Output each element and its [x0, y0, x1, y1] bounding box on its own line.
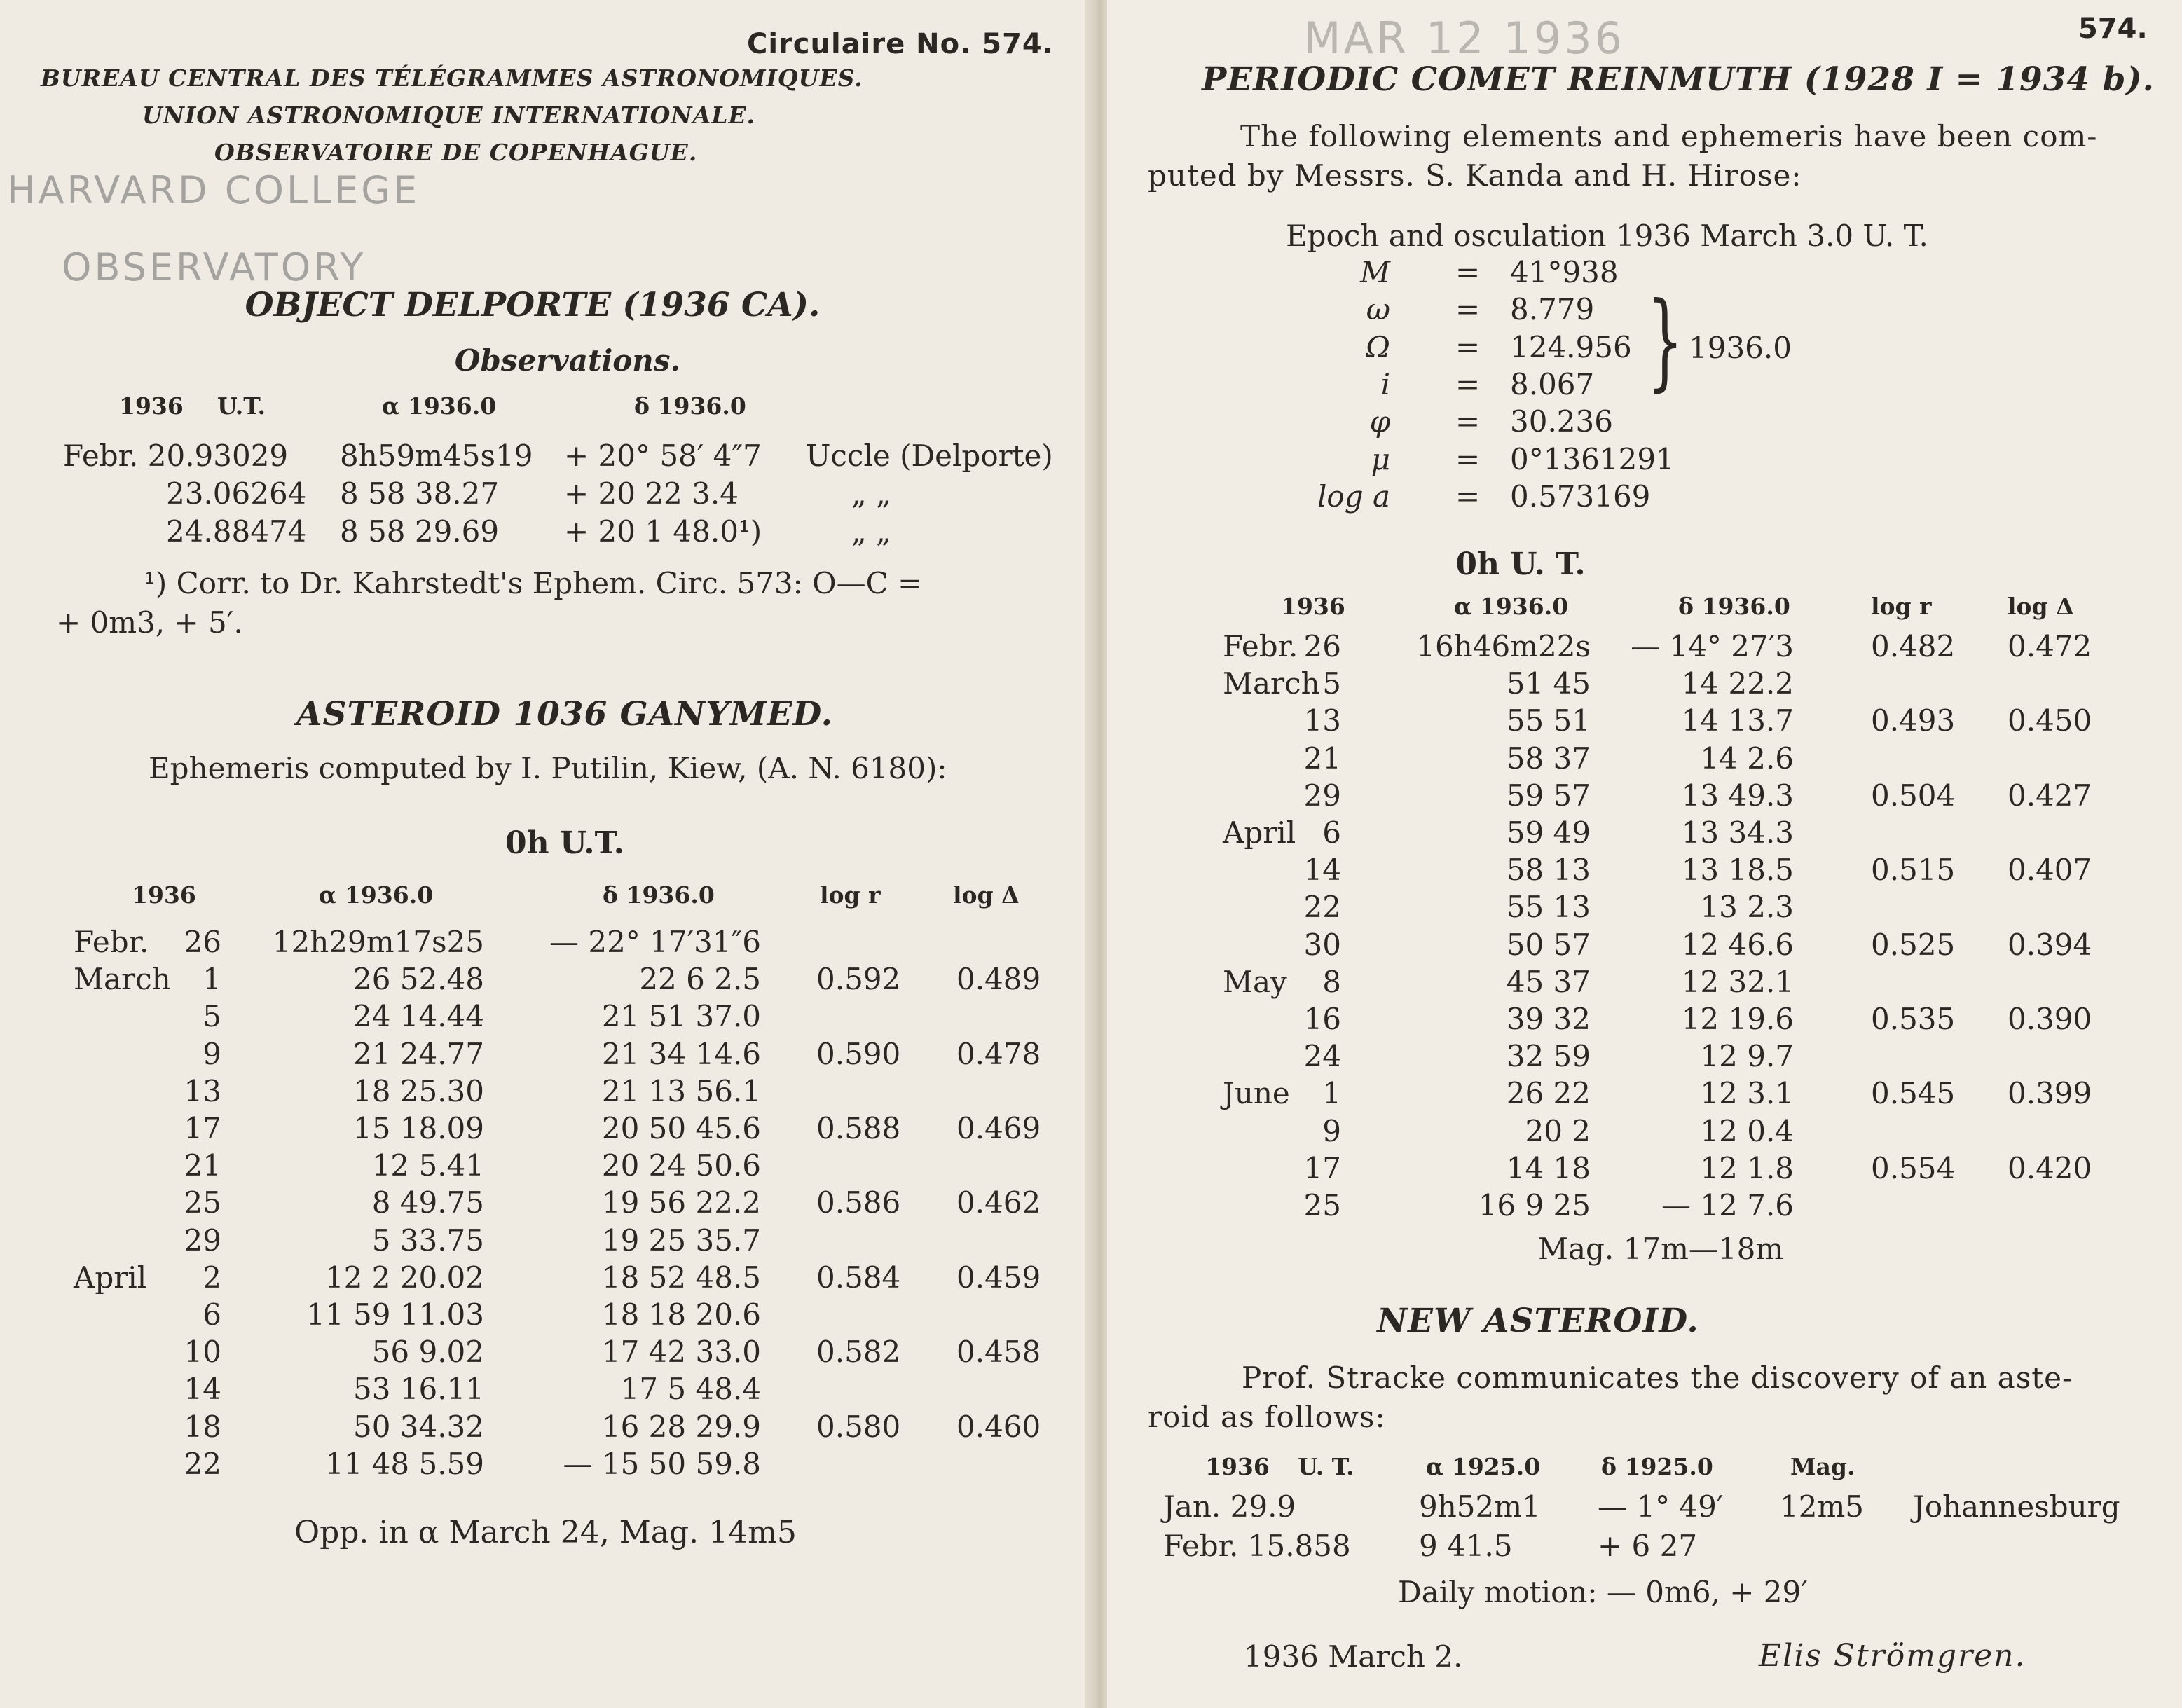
ephem-day: 10	[184, 1335, 221, 1370]
ganymed-opposition-note: Opp. in α March 24, Mag. 14m5	[294, 1515, 797, 1550]
delporte-footnote-line-2: + 0m3, + 5′.	[56, 605, 243, 640]
ephem-month: April	[1223, 815, 1296, 850]
ephem-logdelta: 0.427	[2008, 778, 2092, 813]
ephem-ra: 18 25.30	[352, 1073, 484, 1108]
table-row	[1107, 741, 2182, 778]
table-row	[0, 1148, 1090, 1185]
reinmuth-header-dec: δ 1936.0	[1678, 593, 1790, 620]
ephem-dec: — 15 50 59.8	[563, 1446, 761, 1481]
ephem-day: 29	[1303, 778, 1341, 813]
reinmuth-header-year: 1936	[1281, 593, 1345, 620]
delporte-subtitle: Observations.	[454, 343, 681, 378]
new-asteroid-text-line-2: roid as follows:	[1148, 1400, 1386, 1434]
element-equals: =	[1455, 441, 1481, 476]
reinmuth-header-logdelta: log Δ	[2008, 593, 2074, 620]
ephem-dec: 12 1.8	[1700, 1150, 1794, 1185]
ephem-ra: 26 22	[1506, 1076, 1591, 1111]
ephem-day: 29	[184, 1223, 221, 1258]
circular-number: Circulaire No. 574.	[747, 28, 1054, 60]
ephem-ra: 39 32	[1506, 1002, 1591, 1036]
ephem-dec: 21 51 37.0	[601, 999, 761, 1034]
obs-time: 24.88474	[166, 514, 307, 549]
ephem-dec: 17 42 33.0	[601, 1335, 761, 1370]
ephem-ra: 45 37	[1506, 964, 1591, 999]
table-row	[1107, 1076, 2182, 1113]
ephem-ra: 32 59	[1506, 1039, 1591, 1074]
ephem-ra: 8 49.75	[371, 1185, 484, 1220]
ephem-ra: 16h46m22s	[1416, 629, 1591, 663]
ephem-day: 17	[184, 1111, 221, 1145]
discovery-observatory: Johannesburg	[1913, 1489, 2120, 1524]
discovery-ra: 9h52m1	[1419, 1489, 1541, 1524]
ephem-day: 9	[1322, 1113, 1341, 1148]
element-symbol: μ	[1371, 441, 1390, 476]
element-value: 0°1361291	[1510, 441, 1675, 476]
ephem-ra: 12 5.41	[371, 1148, 484, 1183]
obs-observer: „ „	[851, 476, 891, 511]
new-asteroid-header-row	[1107, 1453, 2182, 1489]
element-equals: =	[1455, 255, 1481, 289]
ephem-ra: 26 52.48	[352, 962, 484, 997]
ephem-day: 22	[1303, 890, 1341, 925]
obs-observer: „ „	[851, 514, 891, 549]
ephem-logr: 0.515	[1871, 853, 1956, 888]
ephem-logdelta: 0.420	[2008, 1150, 2092, 1185]
discovery-mag: 12m5	[1780, 1489, 1864, 1524]
ephem-logdelta: 0.460	[956, 1409, 1041, 1444]
element-symbol: Ω	[1366, 329, 1390, 364]
bureau-line-2: UNION ASTRONOMIQUE INTERNATIONALE.	[142, 102, 756, 129]
ephem-day: 26	[1303, 629, 1341, 663]
ephem-ra: 11 48 5.59	[324, 1446, 484, 1481]
date-stamp: MAR 12 1936	[1303, 13, 1626, 64]
ephem-dec: — 14° 27′3	[1631, 629, 1794, 663]
ephem-dec: 12 3.1	[1700, 1076, 1794, 1111]
table-row	[0, 999, 1090, 1035]
ephem-logr: 0.580	[816, 1409, 901, 1444]
table-row	[0, 476, 1090, 513]
ephem-ra: 50 57	[1506, 927, 1591, 962]
ephem-logr: 0.554	[1871, 1150, 1956, 1185]
ephem-day: 8	[1322, 964, 1341, 999]
table-row	[1107, 1114, 2182, 1150]
reinmuth-header-logr: log r	[1871, 593, 1932, 620]
ephem-dec: 18 52 48.5	[601, 1260, 761, 1295]
ephem-logdelta: 0.450	[2008, 703, 2092, 738]
element-value: 8.067	[1510, 366, 1595, 401]
element-equals: =	[1455, 404, 1481, 439]
ephem-day: 13	[184, 1073, 221, 1108]
ephem-month: March	[74, 962, 171, 997]
ephem-dec: 20 50 45.6	[601, 1111, 761, 1145]
table-row	[0, 1074, 1090, 1110]
ephem-dec: 14 22.2	[1681, 666, 1794, 701]
delporte-header-dec: δ 1936.0	[634, 392, 746, 420]
ephem-ra: 12h29m17s25	[272, 925, 484, 959]
element-value: 8.779	[1510, 292, 1595, 327]
discovery-time: Jan. 29.9	[1163, 1489, 1296, 1524]
reinmuth-time-label: 0h U. T.	[1455, 546, 1586, 582]
ephem-ra: 59 49	[1506, 815, 1591, 850]
obs-observer: Uccle (Delporte)	[806, 439, 1053, 473]
delporte-header-ra: α 1936.0	[382, 392, 497, 420]
new-asteroid-header-ut: U. T.	[1298, 1453, 1354, 1480]
ephem-ra: 11 59 11.03	[306, 1297, 484, 1332]
table-row	[0, 962, 1090, 998]
element-symbol: log a	[1317, 478, 1390, 514]
ephem-dec: 14 13.7	[1681, 703, 1794, 738]
ephem-dec: 12 19.6	[1681, 1002, 1794, 1036]
ephem-day: 1	[1322, 1076, 1341, 1111]
ephem-day: 16	[1303, 1002, 1341, 1036]
ephem-logdelta: 0.458	[956, 1335, 1041, 1370]
discovery-dec: + 6 27	[1598, 1529, 1698, 1563]
table-row	[0, 925, 1090, 961]
ephem-dec: 21 34 14.6	[601, 1036, 761, 1071]
ganymed-header-logdelta: log Δ	[953, 881, 1020, 909]
table-row	[1107, 629, 2182, 666]
ephem-dec: — 12 7.6	[1661, 1188, 1794, 1223]
ephem-ra: 14 18	[1506, 1150, 1591, 1185]
table-row	[0, 1111, 1090, 1148]
ephem-logr: 0.482	[1871, 629, 1956, 663]
ephem-logr: 0.504	[1871, 778, 1956, 813]
ephem-dec: 12 0.4	[1700, 1113, 1794, 1148]
ganymed-time-label: 0h U.T.	[505, 825, 624, 861]
table-row	[0, 1335, 1090, 1371]
discovery-time: Febr. 15.858	[1163, 1529, 1351, 1563]
ephem-ra: 50 34.32	[352, 1409, 484, 1444]
library-stamp-line-1: HARVARD COLLEGE	[7, 168, 420, 212]
right-page	[1107, 0, 2182, 1708]
table-row	[1107, 965, 2182, 1001]
table-row	[0, 439, 1090, 475]
ephem-logr: 0.493	[1871, 703, 1956, 738]
ephem-ra: 55 51	[1506, 703, 1591, 738]
ephem-day: 9	[203, 1036, 221, 1071]
ephem-dec: — 22° 17′31″6	[549, 925, 761, 959]
element-row	[1107, 330, 2182, 366]
element-symbol: i	[1380, 366, 1390, 401]
ephem-ra: 12 2 20.02	[324, 1260, 484, 1295]
ephem-logr: 0.592	[816, 962, 901, 997]
table-row	[0, 1223, 1090, 1260]
ephem-logr: 0.584	[816, 1260, 901, 1295]
ephem-logr: 0.545	[1871, 1076, 1956, 1111]
ephem-day: 14	[1303, 853, 1341, 888]
ephem-day: 30	[1303, 927, 1341, 962]
ephem-day: 21	[184, 1148, 221, 1183]
ganymed-header-logr: log r	[820, 881, 881, 909]
ganymed-title: ASTEROID 1036 GANYMED.	[296, 695, 833, 734]
reinmuth-intro-line-1: The following elements and ephemeris have been com-	[1240, 119, 2098, 153]
delporte-header-row	[0, 392, 1090, 429]
ephem-dec: 19 56 22.2	[601, 1185, 761, 1220]
ephem-logdelta: 0.472	[2008, 629, 2092, 663]
ephem-logdelta: 0.390	[2008, 1002, 2092, 1036]
reinmuth-header-ra: α 1936.0	[1454, 593, 1569, 620]
ephem-day: 25	[184, 1185, 221, 1220]
element-row	[1107, 404, 2182, 441]
ephem-dec: 13 49.3	[1681, 778, 1794, 813]
ephem-day: 22	[184, 1446, 221, 1481]
ephem-dec: 12 46.6	[1681, 927, 1794, 962]
table-row	[1107, 1002, 2182, 1038]
element-equals: =	[1455, 329, 1481, 364]
ephem-ra: 16 9 25	[1478, 1188, 1591, 1223]
ephem-logr: 0.582	[816, 1335, 901, 1370]
ephem-logdelta: 0.394	[2008, 927, 2092, 962]
table-row	[1107, 1489, 2182, 1526]
discovery-ra: 9 41.5	[1419, 1529, 1513, 1563]
element-row	[1107, 367, 2182, 404]
table-row	[0, 1037, 1090, 1073]
ephem-logdelta: 0.489	[956, 962, 1041, 997]
ephem-ra: 5 33.75	[371, 1223, 484, 1258]
table-row	[1107, 928, 2182, 964]
ephem-dec: 18 18 20.6	[601, 1297, 761, 1332]
ephem-ra: 58 37	[1506, 741, 1591, 776]
table-row	[0, 514, 1090, 551]
ephem-ra: 58 13	[1506, 853, 1591, 888]
element-row	[1107, 479, 2182, 516]
discovery-dec: — 1° 49′	[1598, 1489, 1724, 1524]
new-asteroid-title: NEW ASTEROID.	[1377, 1302, 1699, 1340]
ephem-month: June	[1223, 1076, 1290, 1111]
ganymed-header-dec: δ 1936.0	[603, 881, 715, 909]
table-row	[1107, 853, 2182, 889]
element-row	[1107, 292, 2182, 329]
element-value: 0.573169	[1510, 478, 1651, 514]
ephem-logdelta: 0.478	[956, 1036, 1041, 1071]
obs-dec: + 20 1 48.0¹)	[564, 514, 762, 549]
elements-equinox: 1936.0	[1689, 331, 1792, 365]
table-row	[1107, 1188, 2182, 1225]
ephem-dec: 14 2.6	[1700, 741, 1794, 776]
new-asteroid-header-year: 1936	[1205, 1453, 1270, 1480]
ephem-dec: 13 34.3	[1681, 815, 1794, 850]
delporte-title: OBJECT DELPORTE (1936 CA).	[245, 286, 821, 324]
table-row	[1107, 703, 2182, 740]
obs-time: 23.06264	[166, 476, 307, 511]
table-row	[1107, 1151, 2182, 1187]
ephem-ra: 56 9.02	[371, 1335, 484, 1370]
ephem-day: 26	[184, 925, 221, 959]
ephem-dec: 22 6 2.5	[639, 962, 761, 997]
table-row	[1107, 815, 2182, 852]
element-symbol: φ	[1369, 404, 1390, 439]
ephem-ra: 20 2	[1525, 1113, 1591, 1148]
reinmuth-header-row	[1107, 593, 2182, 629]
ephem-ra: 21 24.77	[352, 1036, 484, 1071]
ephem-ra: 15 18.09	[352, 1111, 484, 1145]
table-row	[1107, 1529, 2182, 1565]
table-row	[0, 1372, 1090, 1408]
new-asteroid-header-ra: α 1925.0	[1426, 1453, 1541, 1480]
ephem-day: 17	[1303, 1150, 1341, 1185]
ephem-day: 21	[1303, 741, 1341, 776]
bureau-line-1: BUREAU CENTRAL DES TÉLÉGRAMMES ASTRONOMIQUES.	[41, 64, 863, 92]
ephem-ra: 51 45	[1506, 666, 1591, 701]
table-row	[0, 1297, 1090, 1334]
ephem-logr: 0.525	[1871, 927, 1956, 962]
element-equals: =	[1455, 478, 1481, 514]
obs-dec: + 20 22 3.4	[564, 476, 739, 511]
ephem-dec: 20 24 50.6	[601, 1148, 761, 1183]
ephem-logdelta: 0.469	[956, 1111, 1041, 1145]
element-value: 124.956	[1510, 329, 1632, 364]
ephem-ra: 55 13	[1506, 890, 1591, 925]
ephem-day: 24	[1303, 1039, 1341, 1074]
ephem-dec: 13 18.5	[1681, 853, 1794, 888]
circular-date: 1936 March 2.	[1244, 1639, 1463, 1674]
table-row	[1107, 1039, 2182, 1075]
ephem-logdelta: 0.399	[2008, 1076, 2092, 1111]
equinox-brace: }	[1647, 280, 1684, 402]
ganymed-header-ra: α 1936.0	[319, 881, 434, 909]
table-row	[0, 1410, 1090, 1446]
element-symbol: ω	[1366, 292, 1390, 327]
signature: Elis Strömgren.	[1759, 1638, 2026, 1674]
element-row	[1107, 255, 2182, 291]
reinmuth-intro-line-2: puted by Messrs. S. Kanda and H. Hirose:	[1148, 158, 1802, 193]
ganymed-header-year: 1936	[132, 881, 196, 909]
ephem-logdelta: 0.407	[2008, 853, 2092, 888]
ephem-day: 1	[203, 962, 221, 997]
ephem-logr: 0.590	[816, 1036, 901, 1071]
bureau-line-3: OBSERVATOIRE DE COPENHAGUE.	[214, 139, 698, 166]
element-value: 41°938	[1510, 255, 1619, 289]
ephem-dec: 19 25 35.7	[601, 1223, 761, 1258]
ephem-ra: 53 16.11	[352, 1372, 484, 1407]
obs-ra: 8 58 38.27	[340, 476, 500, 511]
left-page	[0, 0, 1090, 1708]
new-asteroid-header-mag: Mag.	[1790, 1453, 1855, 1480]
ephem-month: April	[74, 1260, 147, 1295]
element-value: 30.236	[1510, 404, 1613, 439]
ephem-dec: 21 13 56.1	[601, 1073, 761, 1108]
library-stamp-line-2: OBSERVATORY	[62, 245, 366, 289]
right-page-number: 574.	[2078, 13, 2148, 45]
ephem-day: 2	[203, 1260, 221, 1295]
ephem-day: 6	[203, 1297, 221, 1332]
obs-time: Febr. 20.93029	[63, 439, 289, 473]
delporte-header-ut: U.T.	[217, 392, 266, 420]
ephem-dec: 13 2.3	[1700, 890, 1794, 925]
ephem-dec: 17 5 48.4	[620, 1372, 761, 1407]
table-row	[1107, 666, 2182, 703]
ephem-day: 14	[184, 1372, 221, 1407]
ephem-dec: 12 9.7	[1700, 1039, 1794, 1074]
daily-motion: Daily motion: — 0m6, + 29′	[1398, 1575, 1808, 1609]
ephem-logdelta: 0.462	[956, 1185, 1041, 1220]
obs-ra: 8h59m45s19	[340, 439, 533, 473]
ganymed-subtitle: Ephemeris computed by I. Putilin, Kiew, (A. N. 6180):	[149, 751, 947, 785]
ephem-logdelta: 0.459	[956, 1260, 1041, 1295]
ephem-logr: 0.535	[1871, 1002, 1956, 1036]
ephem-dec: 12 32.1	[1681, 964, 1794, 999]
table-row	[0, 1260, 1090, 1297]
ephem-month: Febr.	[74, 925, 149, 959]
reinmuth-magnitude: Mag. 17m—18m	[1538, 1232, 1784, 1266]
new-asteroid-text-line-1: Prof. Stracke communicates the discovery of an aste-	[1242, 1361, 2073, 1395]
ephem-dec: 16 28 29.9	[601, 1409, 761, 1444]
ephem-logr: 0.586	[816, 1185, 901, 1220]
ephem-day: 5	[1322, 666, 1341, 701]
element-equals: =	[1455, 292, 1481, 327]
table-row	[1107, 890, 2182, 926]
ephem-ra: 24 14.44	[352, 999, 484, 1034]
ephem-month: Febr.	[1223, 629, 1298, 663]
ephem-month: May	[1223, 964, 1287, 999]
ephem-logr: 0.588	[816, 1111, 901, 1145]
reinmuth-epoch: Epoch and osculation 1936 March 3.0 U. T.	[1286, 219, 1928, 253]
table-row	[1107, 778, 2182, 815]
ephem-day: 18	[184, 1409, 221, 1444]
element-equals: =	[1455, 366, 1481, 401]
obs-dec: + 20° 58′ 4″7	[564, 439, 762, 473]
ephem-day: 25	[1303, 1188, 1341, 1223]
ephem-month: March	[1223, 666, 1320, 701]
ephem-ra: 59 57	[1506, 778, 1591, 813]
new-asteroid-header-dec: δ 1925.0	[1601, 1453, 1713, 1480]
delporte-footnote-line-1: ¹) Corr. to Dr. Kahrstedt's Ephem. Circ. 573: O—C =	[144, 566, 923, 600]
obs-ra: 8 58 29.69	[340, 514, 500, 549]
element-row	[1107, 442, 2182, 478]
delporte-header-year: 1936	[119, 392, 184, 420]
element-symbol: M	[1359, 255, 1390, 289]
ephem-day: 6	[1322, 815, 1341, 850]
table-row	[0, 1185, 1090, 1222]
ephem-day: 13	[1303, 703, 1341, 738]
table-row	[0, 1447, 1090, 1483]
reinmuth-title: PERIODIC COMET REINMUTH (1928 I = 1934 b).	[1202, 60, 2155, 99]
ganymed-header-row	[0, 881, 1090, 918]
ephem-day: 5	[203, 999, 221, 1034]
